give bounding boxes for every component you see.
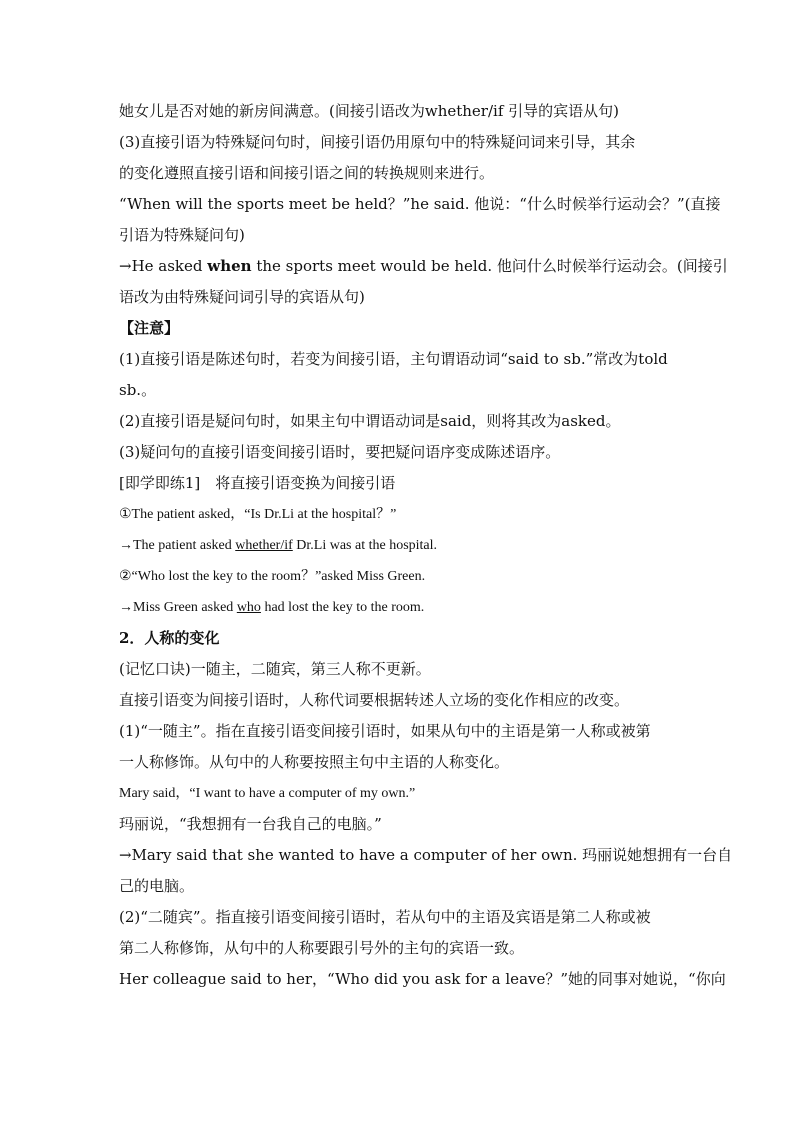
example-answer bbox=[119, 251, 728, 282]
text-line: (2)直接引语是疑问句时，如果主句中谓语动词是said，则将其改为asked。 bbox=[119, 412, 621, 430]
text-fragment: the sports meet would be held. 他问什么时候举行运动会。(间接引 bbox=[251, 257, 728, 275]
text-line: 玛丽说，“我想拥有一台我自己的电脑。” bbox=[119, 815, 382, 833]
exercise-heading: [即学即练1] 将直接引语变换为间接引语 bbox=[119, 474, 396, 492]
document-body bbox=[119, 96, 733, 995]
exercise-answer bbox=[119, 592, 679, 623]
text-line: 直接引语变为间接引语时，人称代词要根据转述人立场的变化作相应的改变。 bbox=[119, 691, 630, 709]
underlined-answer: whether/if bbox=[235, 538, 293, 553]
text-line: 己的电脑。 bbox=[119, 877, 195, 895]
text-line: 的变化遵照直接引语和间接引语之间的转换规则来进行。 bbox=[119, 164, 495, 182]
text-line: (1)“一随主”。指在直接引语变间接引语时，如果从句中的主语是第一人称或被第 bbox=[119, 722, 651, 740]
text-fragment: →Miss Green asked bbox=[119, 600, 237, 615]
example-answer: →Mary said that she wanted to have a computer of her own. 玛丽说她想拥有一台自 bbox=[119, 846, 733, 864]
example-sentence: “When will the sports meet be held？”he said. 他说：“什么时候举行运动会？”(直接 bbox=[119, 195, 721, 213]
text-line: 语改为由特殊疑问词引导的宾语从句) bbox=[119, 288, 365, 306]
section-heading: 2．人称的变化 bbox=[119, 629, 220, 647]
exercise-question: ①The patient asked，“Is Dr.Li at the hospital？” bbox=[119, 507, 397, 522]
example-sentence: Mary said，“I want to have a computer of my own.” bbox=[119, 786, 416, 801]
text-line: (3)疑问句的直接引语变间接引语时，要把疑问语序变成陈述语序。 bbox=[119, 443, 561, 461]
text-line: (3)直接引语为特殊疑问句时，间接引语仍用原句中的特殊疑问词来引导，其余 bbox=[119, 133, 636, 151]
text-fragment: had lost the key to the room. bbox=[260, 600, 425, 615]
exercise-answer bbox=[119, 530, 679, 561]
text-line: 引语为特殊疑问句) bbox=[119, 226, 245, 244]
bold-keyword: when bbox=[207, 257, 252, 275]
text-line: (记忆口诀)一随主，二随宾，第三人称不更新。 bbox=[119, 660, 431, 678]
example-sentence: Her colleague said to her，“Who did you ask for a leave？”她的同事对她说，“你向 bbox=[119, 970, 726, 988]
text-line: 她女儿是否对她的新房间满意。(间接引语改为whether/if 引导的宾语从句) bbox=[119, 102, 619, 120]
note-heading: 【注意】 bbox=[119, 319, 180, 337]
text-line: sb.。 bbox=[119, 381, 157, 399]
exercise-question: ②“Who lost the key to the room？”asked Miss Green. bbox=[119, 569, 426, 584]
text-fragment: Dr.Li was at the hospital. bbox=[292, 538, 438, 553]
underlined-answer: who bbox=[236, 600, 261, 615]
text-line: 一人称修饰。从句中的人称要按照主句中主语的人称变化。 bbox=[119, 753, 510, 771]
text-line: (2)“二随宾”。指直接引语变间接引语时，若从句中的主语及宾语是第二人称或被 bbox=[119, 908, 651, 926]
text-fragment: →He asked bbox=[119, 257, 208, 275]
text-fragment: →The patient asked bbox=[119, 538, 236, 553]
text-line: 第二人称修饰，从句中的人称要跟引号外的主句的宾语一致。 bbox=[119, 939, 525, 957]
text-line: (1)直接引语是陈述句时，若变为间接引语，主句谓语动词“said to sb.”常改为told bbox=[119, 350, 668, 368]
